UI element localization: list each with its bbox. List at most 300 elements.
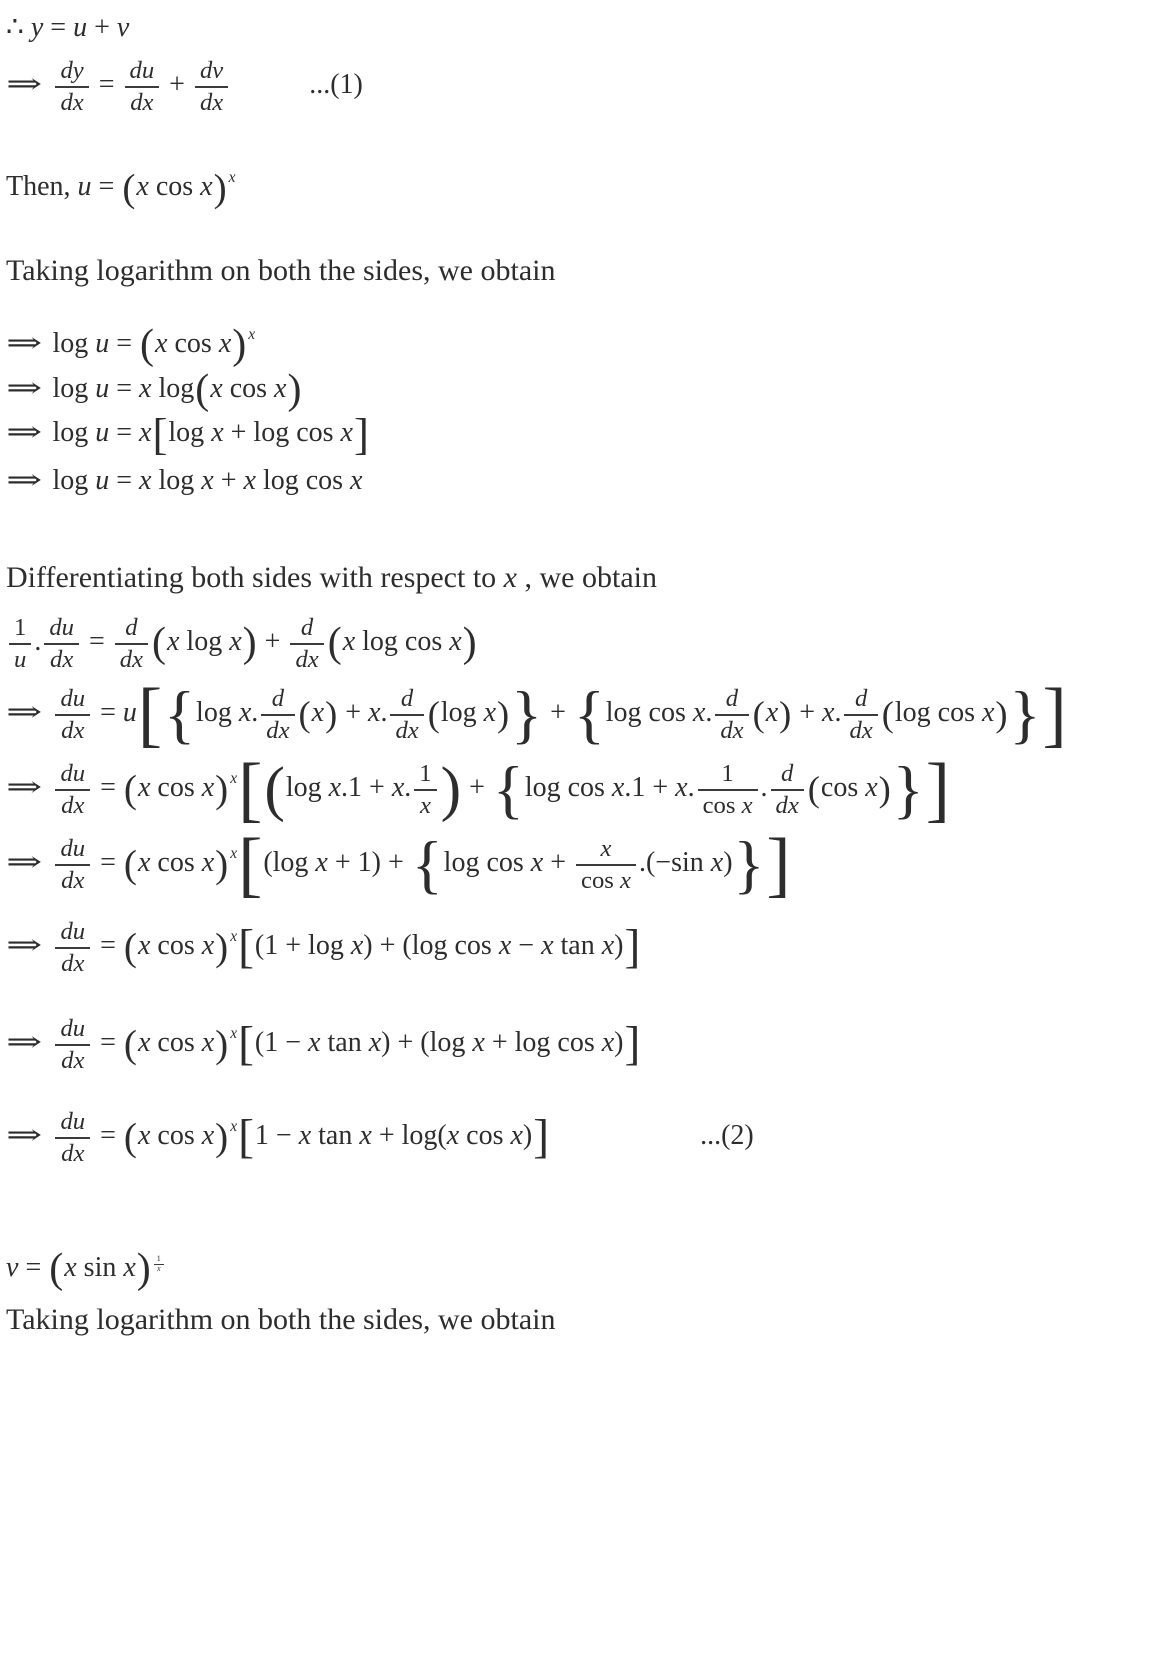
math-variable: u (95, 416, 110, 448)
math-variable: d (60, 1015, 73, 1043)
fraction-denominator (55, 1046, 90, 1075)
math-variable: x (73, 1046, 85, 1074)
fraction-numerator (55, 918, 90, 949)
math-variable: d (725, 685, 739, 713)
big-delimiter: { (492, 753, 524, 825)
math-variable: d (720, 716, 733, 744)
big-delimiter: ] (353, 408, 369, 459)
math-variable: x (201, 930, 215, 962)
line-then-u: Then, u = (x cos x) $^x$ (6, 166, 236, 210)
math-variable: x (449, 625, 462, 657)
big-delimiter: ( (807, 768, 820, 809)
math-variable: u (72, 1015, 86, 1043)
math-variable: d (266, 716, 279, 744)
fraction-denominator (195, 88, 228, 117)
math-variable: x (218, 327, 232, 359)
plain-text: Taking logarithm on both the sides, we obtain (6, 253, 556, 287)
math-variable: x (350, 930, 364, 962)
big-delimiter: ) (232, 322, 247, 369)
math-variable: x (230, 1025, 238, 1043)
big-delimiter: [ (238, 920, 254, 973)
math-variable: x (230, 769, 238, 787)
math-variable: d (129, 57, 142, 84)
fraction-denominator (390, 716, 423, 745)
math-variable: x (503, 560, 517, 594)
math-variable: x (419, 791, 431, 819)
exponent-fraction (153, 1255, 165, 1272)
exponent (230, 770, 237, 787)
math-variable: x (137, 846, 151, 878)
function-name: sin (83, 1251, 117, 1283)
function-name: cos (648, 697, 686, 729)
big-delimiter: ) (995, 693, 1008, 734)
math-variable: x (307, 645, 319, 673)
math-variable: x (62, 645, 74, 673)
math-variable: x (201, 464, 214, 496)
math-variable: d (300, 613, 314, 641)
fraction (115, 614, 148, 673)
math-variable: x (248, 325, 256, 343)
fraction-numerator (844, 685, 877, 716)
line-taking-log-1 (6, 253, 1175, 289)
math-variable: x (732, 716, 744, 744)
function-name: cos (404, 625, 443, 657)
math-variable: v (116, 12, 130, 43)
big-delimiter: ] (624, 1017, 641, 1070)
function-name: cos (157, 772, 195, 803)
implies-arrow-icon: ⇒ (6, 846, 43, 878)
big-delimiter: ) (878, 768, 891, 809)
implies-arrow-icon: ⇒ (6, 1027, 43, 1059)
math-variable: x (64, 1251, 77, 1283)
big-delimiter: } (892, 753, 924, 825)
math-variable: x (73, 716, 85, 744)
math-variable: x (472, 1027, 485, 1059)
function-name: log (158, 464, 195, 496)
math-variable: d (849, 716, 862, 744)
math-variable: x (230, 1118, 238, 1136)
fraction (290, 614, 323, 673)
math-variable: d (60, 685, 73, 713)
function-name: cos (155, 171, 194, 203)
math-variable: x (139, 464, 152, 496)
function-name: log (253, 416, 290, 448)
math-variable: u (14, 645, 27, 673)
math-variable: x (137, 1120, 151, 1152)
math-variable: u (61, 613, 74, 641)
line-deriv-5: ⇒ $\frac{du}{dx}$ = (x cos x) $^x$[(1 + log x) + (log cos x − x tan x)] (6, 918, 641, 977)
big-delimiter: ) (325, 693, 338, 734)
big-delimiter: ( (327, 620, 342, 667)
math-variable: d (395, 716, 408, 744)
exponent (230, 928, 237, 945)
big-delimiter: ( (298, 693, 311, 734)
big-delimiter: ] (925, 748, 950, 830)
function-name: log (429, 1027, 466, 1059)
math-variable: x (510, 1120, 523, 1152)
math-variable: x (340, 416, 353, 448)
line-v: v = (x sin x) $^{\frac{1}{x}}$ (6, 1250, 1175, 1289)
math-variable: x (73, 791, 85, 819)
math-variable: d (61, 716, 74, 744)
function-name: log (605, 697, 642, 729)
math-variable: u (95, 372, 110, 404)
big-delimiter: [ (152, 408, 168, 459)
math-variable: x (123, 1251, 136, 1283)
function-name: log (514, 1027, 551, 1059)
math-variable: x (298, 1120, 312, 1152)
math-variable: x (601, 1027, 615, 1059)
function-name: sin (671, 846, 704, 878)
fraction-numerator (55, 685, 90, 716)
function-name: cos (567, 772, 605, 803)
fraction-denominator (55, 1139, 90, 1168)
big-delimiter: ( (49, 1245, 64, 1292)
exponent (248, 326, 255, 343)
fraction (55, 1015, 90, 1074)
plain-text: Taking logarithm on both the sides, we obtain (6, 1303, 556, 1337)
function-name: log (52, 327, 89, 359)
math-variable: d (50, 645, 63, 673)
math-variable: x (243, 464, 256, 496)
math-variable: x (139, 372, 152, 404)
function-name: log (272, 846, 309, 878)
fraction-numerator (771, 760, 804, 791)
fraction-denominator (44, 645, 79, 674)
big-delimiter: ) (497, 693, 510, 734)
big-delimiter: ) (215, 1115, 229, 1159)
fraction-denominator (844, 716, 877, 745)
fraction-numerator: 1 (154, 1255, 164, 1265)
implies-arrow-icon: ⇒ (6, 464, 43, 496)
math-variable: d (49, 613, 62, 641)
math-variable: x (201, 772, 215, 803)
math-variable: d (119, 645, 133, 673)
fraction-denominator (55, 791, 90, 820)
function-name: log (186, 625, 223, 657)
fraction-numerator: 1 (414, 760, 436, 791)
exponent (230, 1118, 237, 1135)
function-name: log (52, 416, 89, 448)
big-delimiter: ( (123, 1022, 137, 1066)
big-delimiter: ) (215, 842, 229, 886)
fraction (55, 918, 90, 977)
big-delimiter: { (411, 828, 443, 900)
line-logu-1: ⇒ log u = (x cos x) $^x$ (6, 322, 256, 369)
math-variable: d (61, 866, 74, 894)
line-logu-3: ⇒ log u = x[log x + log cos x] (6, 408, 369, 459)
fraction-denominator (576, 866, 636, 895)
math-variable: u (95, 327, 110, 359)
math-variable: x (601, 930, 615, 962)
line-logu-4: ⇒ log u = x log x + x log cos x (6, 464, 363, 496)
fraction (261, 685, 294, 744)
fraction-denominator (414, 791, 436, 820)
math-variable: y (30, 12, 44, 43)
fraction-numerator (115, 614, 148, 645)
math-variable: x (600, 834, 612, 862)
math-variable: x (212, 88, 224, 116)
fraction-denominator (771, 791, 804, 820)
big-delimiter: ] (533, 1111, 550, 1164)
big-delimiter: ) (779, 693, 792, 734)
big-delimiter: ] (624, 920, 641, 973)
function-name: cos (296, 416, 334, 448)
function-name: log (401, 1120, 438, 1152)
fraction-denominator (715, 716, 748, 745)
math-variable: u (72, 685, 86, 713)
math-variable: x (137, 930, 151, 962)
fraction-numerator (55, 760, 90, 791)
fraction-denominator (115, 645, 148, 674)
math-variable: x (229, 625, 242, 657)
math-variable: d (400, 685, 414, 713)
fraction-numerator (195, 57, 228, 88)
math-variable: x (620, 866, 631, 894)
fraction (844, 685, 877, 744)
math-variable: u (77, 171, 92, 203)
fraction (44, 614, 79, 673)
math-variable: x (137, 772, 151, 803)
big-delimiter: [ (238, 748, 263, 830)
implies-arrow-icon: ⇒ (6, 69, 43, 101)
math-variable: x (278, 716, 290, 744)
math-variable: v (6, 1251, 19, 1283)
math-variable: u (72, 918, 86, 946)
fraction (771, 760, 804, 819)
line-logu-2: ⇒ log u = x log(x cos x) (6, 367, 302, 414)
big-delimiter: ( (195, 367, 210, 414)
line-deriv-6: ⇒ $\frac{du}{dx}$ = (x cos x) $^x$[(1 − x tan x) + (log x + log cos x)] (6, 1015, 641, 1074)
big-delimiter: ( (881, 693, 894, 734)
big-delimiter: ) (242, 620, 257, 667)
exponent (230, 1025, 237, 1042)
plain-text: Then, (6, 171, 78, 203)
math-variable: x (274, 372, 287, 404)
big-delimiter: ( (151, 620, 166, 667)
function-name: cos (174, 327, 212, 359)
fraction-numerator (390, 685, 423, 716)
math-variable: x (230, 927, 238, 945)
math-variable: u (73, 12, 88, 43)
big-delimiter: ) (440, 755, 462, 824)
math-variable: d (60, 759, 73, 787)
big-delimiter: } (511, 678, 543, 750)
big-delimiter: ) (462, 620, 477, 667)
math-variable: u (72, 759, 86, 787)
function-name: log (362, 625, 398, 657)
fraction-numerator (55, 1108, 90, 1139)
math-variable: x (139, 416, 152, 448)
function-name: log (308, 930, 344, 962)
function-name: cos (305, 464, 344, 496)
big-delimiter: ( (123, 767, 137, 811)
implies-arrow-icon: ⇒ (6, 697, 43, 729)
function-name: cos (157, 1120, 195, 1152)
function-name: log (443, 846, 480, 878)
math-variable: u (141, 57, 155, 84)
plain-text: Differentiating both sides with respect to (6, 560, 504, 594)
line-therefore-y-u-v: ∴ y = u + v (6, 12, 130, 43)
implies-arrow-icon: ⇒ (6, 372, 43, 404)
math-variable: u (72, 834, 86, 862)
math-variable: x (368, 697, 381, 729)
math-variable: u (95, 464, 110, 496)
math-variable: x (611, 772, 625, 803)
math-variable: x (315, 846, 328, 878)
function-name: tan (327, 1027, 362, 1059)
function-name: cos (557, 1027, 595, 1059)
math-variable: d (61, 791, 74, 819)
big-delimiter: ) (215, 925, 229, 969)
function-name: log (52, 372, 89, 404)
big-delimiter: ( (264, 755, 285, 824)
math-variable: x (359, 1120, 372, 1152)
math-variable: x (73, 949, 85, 977)
math-variable: x (238, 697, 252, 729)
fraction-denominator (55, 716, 90, 745)
big-delimiter: ( (122, 166, 136, 210)
math-variable: x (765, 697, 779, 729)
fraction (55, 57, 88, 116)
fraction-numerator (55, 57, 88, 88)
function-name: cos (937, 697, 975, 729)
math-variable: x (981, 697, 995, 729)
plain-text: , we obtain (517, 560, 657, 594)
line-taking-log-2 (6, 1302, 1175, 1338)
fraction-numerator (44, 614, 79, 645)
fraction-denominator (261, 716, 294, 745)
function-name: log (168, 416, 205, 448)
fraction (414, 760, 436, 819)
math-variable: d (295, 645, 308, 673)
math-variable: d (60, 1108, 73, 1136)
fraction (698, 760, 758, 819)
math-variable: x (675, 772, 688, 803)
math-variable: x (228, 169, 236, 187)
function-name: cos (486, 846, 524, 878)
math-variable: x (73, 866, 85, 894)
big-delimiter: ( (123, 1115, 137, 1159)
function-name: tan (560, 930, 595, 962)
function-name: cos (229, 372, 268, 404)
fraction-denominator (55, 949, 90, 978)
math-variable: d (61, 1046, 74, 1074)
math-variable: x (200, 171, 213, 203)
fraction-numerator: 1 (9, 614, 31, 645)
math-variable: x (446, 1120, 460, 1152)
math-variable: d (271, 685, 285, 713)
math-variable: y (72, 57, 84, 84)
math-variable: x (72, 88, 84, 116)
line-eq1: ⇒ $\frac{dy}{dx}$ = $\frac{du}{dx}$ + $\frac{dv}{dx}$ ...(1) (6, 57, 363, 116)
math-variable: d (854, 685, 868, 713)
fraction (55, 760, 90, 819)
big-delimiter: ( (752, 693, 765, 734)
math-variable: x (308, 1027, 321, 1059)
implies-arrow-icon: ⇒ (6, 416, 43, 448)
implies-arrow-icon: ⇒ (6, 327, 43, 359)
implies-arrow-icon: ⇒ (6, 1120, 43, 1152)
fraction-numerator (55, 835, 90, 866)
big-delimiter: ) (136, 1245, 151, 1292)
fraction-numerator (576, 835, 636, 866)
fraction-numerator (125, 57, 160, 88)
big-delimiter: } (733, 828, 765, 900)
fraction-denominator (125, 88, 160, 117)
big-delimiter: ( (140, 322, 155, 369)
fraction-denominator (290, 645, 323, 674)
math-variable: d (125, 613, 138, 641)
math-variable: x (350, 464, 363, 496)
big-delimiter: ( (123, 925, 137, 969)
math-variable: u (122, 697, 137, 729)
function-name: log (524, 772, 561, 803)
function-name: tan (318, 1120, 353, 1152)
math-variable: v (212, 57, 224, 84)
line-deriv-4: ⇒ $\frac{du}{dx}$ = (x cos x) $^x$[(log x + 1) + {log cos x + $\frac{x}{\text{cos x}}$ .(−sin x)}] (6, 823, 791, 905)
big-delimiter: ( (123, 842, 137, 886)
function-name: log (196, 697, 232, 729)
big-delimiter: { (573, 678, 605, 750)
math-variable: x (822, 697, 835, 729)
fraction (55, 835, 90, 894)
fraction-denominator (9, 645, 31, 674)
function-name: cos (581, 866, 614, 894)
implies-arrow-icon: ⇒ (6, 772, 43, 803)
math-variable: x (73, 1140, 85, 1167)
math-variable: x (498, 930, 512, 962)
line-deriv-2: ⇒ $\frac{du}{dx}$ = u[{log x. $\frac{d}{dx}$ (x) + x. $\frac{d}{dx}$ (log x)} + {log cos x. $\frac{d}{dx}$ (x) + x. $\frac{d}{dx}$ (log cos x)}] (6, 673, 1067, 755)
function-name: log (158, 372, 195, 404)
math-variable: x (132, 645, 143, 673)
math-variable: x (530, 846, 544, 878)
big-delimiter: ) (213, 166, 227, 210)
fraction-numerator (55, 1015, 90, 1046)
math-variable: x (368, 1027, 382, 1059)
function-name: cos (157, 846, 195, 878)
math-variable: x (142, 88, 154, 116)
function-name: cos (702, 791, 736, 819)
fraction (9, 614, 31, 673)
math-variable: d (60, 88, 73, 116)
math-variable: d (61, 949, 74, 977)
math-variable: x (230, 844, 238, 862)
line-eq2: ⇒ $\frac{du}{dx}$ = (x cos x) $^x$[1 − x tan x + log(x cos x)] ...(2) (6, 1108, 754, 1167)
math-variable: u (72, 1108, 86, 1136)
function-name: cos (820, 772, 859, 803)
math-variable: x (201, 1120, 215, 1152)
fraction-numerator (715, 685, 748, 716)
fraction (125, 57, 160, 116)
exponent (229, 169, 236, 186)
fraction (390, 685, 423, 744)
line-deriv-3: ⇒ $\frac{du}{dx}$ = (x cos x) $^x$[(log x.1 + x. $\frac{1}{x}$ ) + {log cos x.1 + x. $\frac{1}{\text{cos x}}$ . $\frac{d}{dx}$ (cos x)}] (6, 748, 950, 830)
big-delimiter: [ (238, 1017, 254, 1070)
math-variable: d (199, 88, 213, 116)
math-variable: x (311, 697, 325, 729)
big-delimiter: [ (238, 1111, 254, 1164)
fraction (55, 1108, 90, 1167)
math-variable: x (137, 1027, 151, 1059)
big-delimiter: ] (1042, 673, 1067, 755)
fraction (195, 57, 228, 116)
fraction-numerator (290, 614, 323, 645)
math-variable: d (780, 759, 794, 787)
math-variable: d (61, 1140, 74, 1167)
math-variable: x (328, 772, 342, 803)
function-name: log (411, 930, 448, 962)
